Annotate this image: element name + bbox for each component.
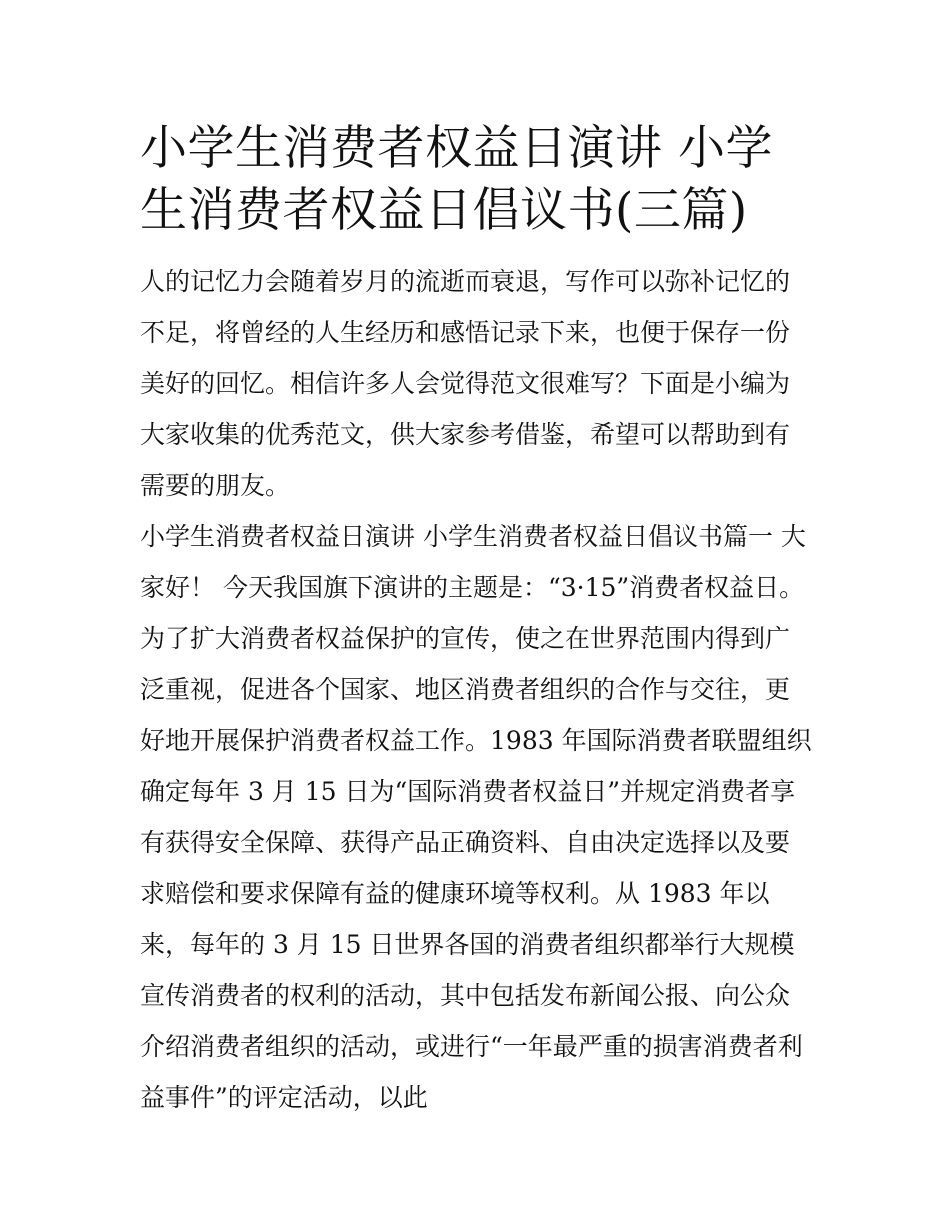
document-body	[140, 256, 812, 1123]
paragraph-history: 为了扩大消费者权益保护的宣传，使之在世界范围内得到广泛重视，促进各个国家、地区消费者组织的合作与交往，更好地开展保护消费者权益工作。1983 年国际消费者联盟组织确定每年 3 月 15 日为“国际消费者权益日”并规定消费者享有获得安全保障、获得产品正确资料、自由决定选择以及要求赔偿和要求保障有益的健康环境等权利。从 1983 年以来，每年的 3 月 15 日世界各国的消费者组织都举行大规模宣传消费者的权利的活动，其中包括发布新闻公报、向公众介绍消费者组织的活动，或进行“一年最严重的损害消费者利益事件”的评定活动，以此	[140, 624, 812, 1112]
paragraph-greeting: 小学生消费者权益日演讲 小学生消费者权益日倡议书篇一 大家好！ 今天我国旗下演讲的主题是：“3·15”消费者权益日。	[140, 522, 806, 602]
paragraph-intro: 人的记忆力会随着岁月的流逝而衰退，写作可以弥补记忆的不足，将曾经的人生经历和感悟记录下来，也便于保存一份美好的回忆。相信许多人会觉得范文很难写？下面是小编为大家收集的优秀范文，供大家参考借鉴，希望可以帮助到有需要的朋友。	[140, 267, 791, 500]
document-title: 小学生消费者权益日演讲 小学生消费者权益日倡议书(三篇)	[140, 121, 773, 238]
document-page	[140, 118, 812, 1123]
